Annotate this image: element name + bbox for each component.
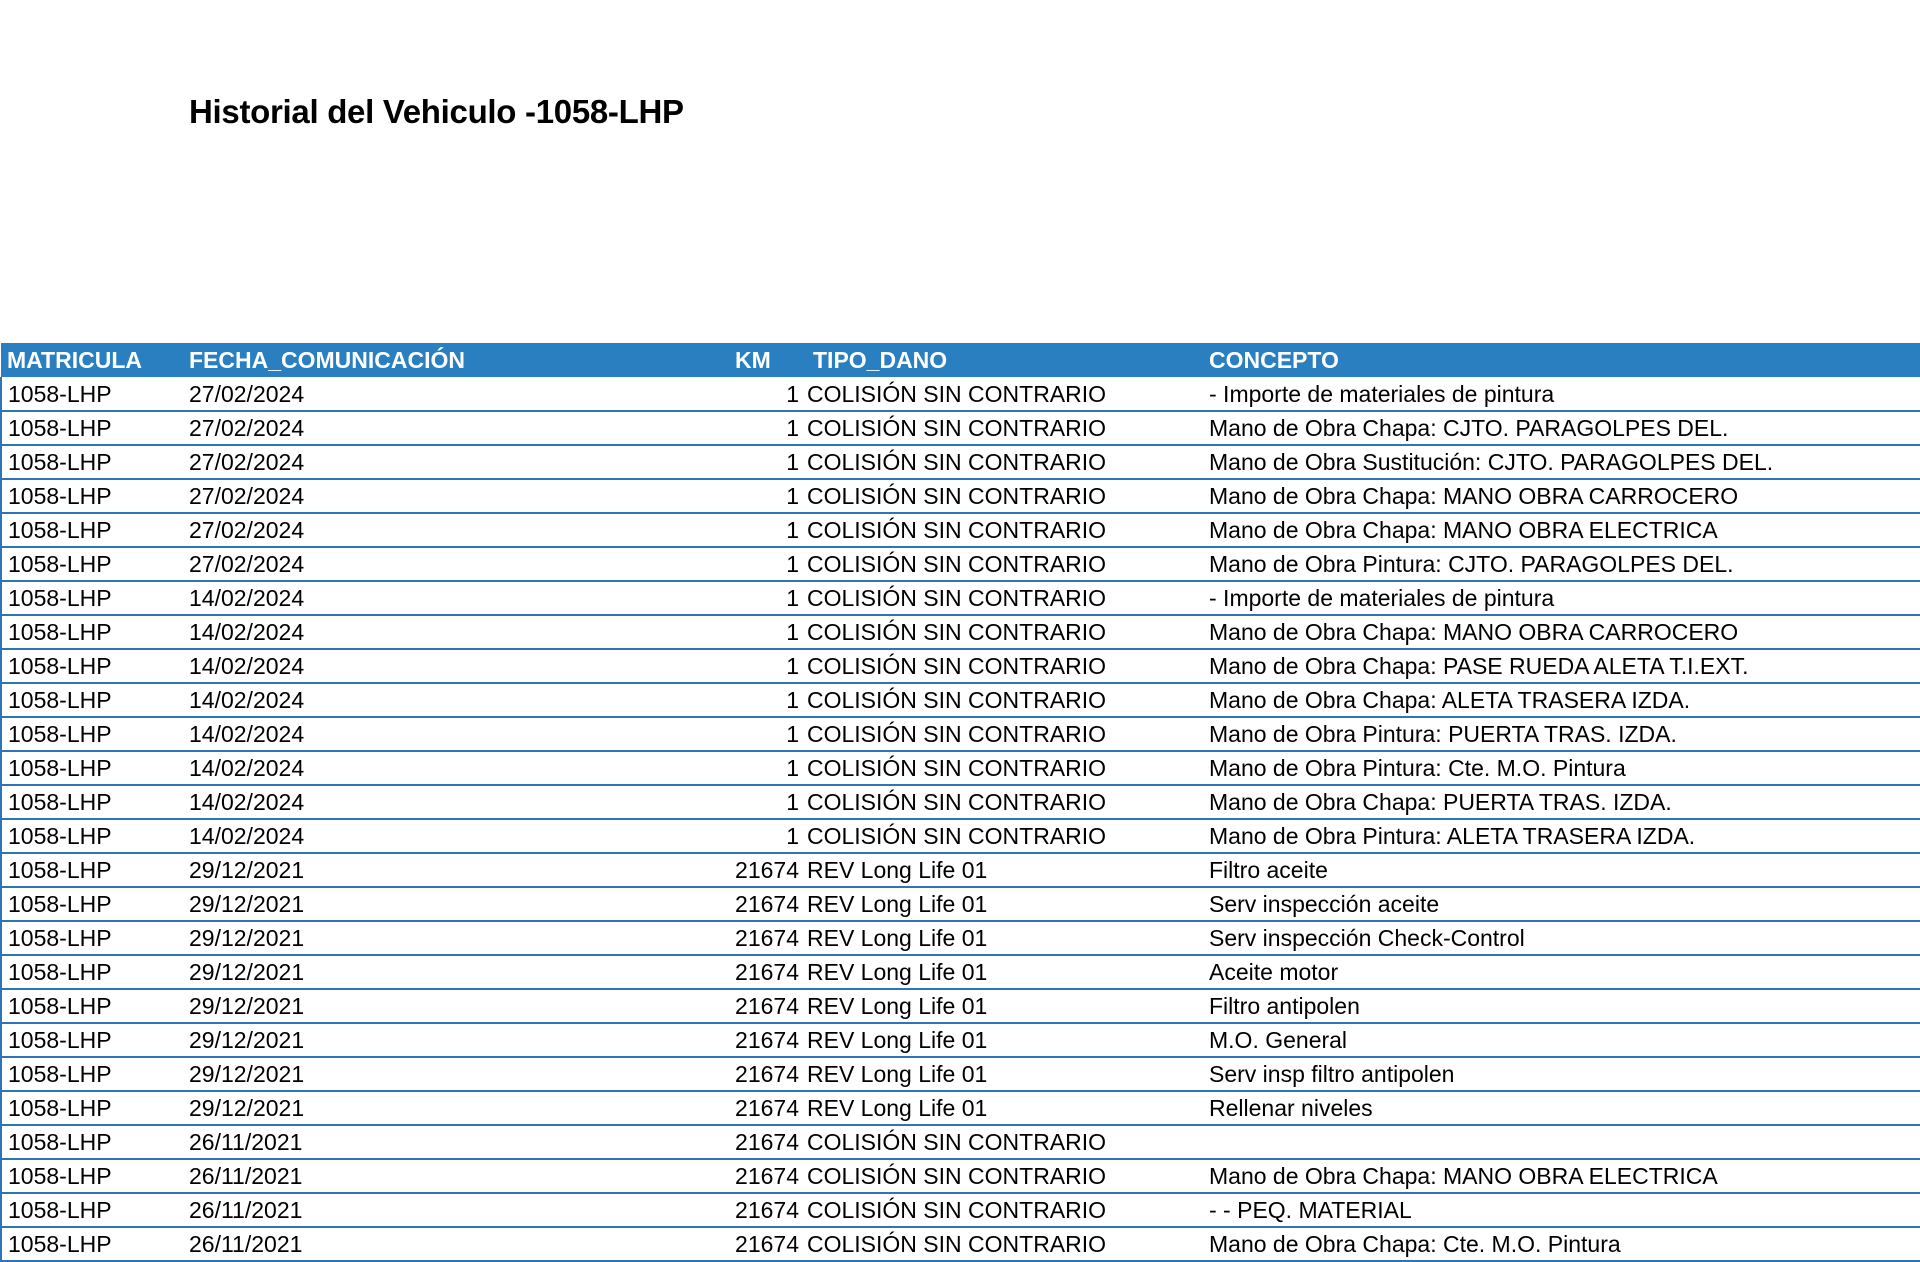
table-row — [1, 819, 1920, 853]
cell-concepto: Aceite motor — [1203, 955, 1920, 989]
table-row — [1, 1057, 1920, 1091]
cell-concepto: Mano de Obra Chapa: MANO OBRA CARROCERO — [1203, 479, 1920, 513]
cell-fecha: 14/02/2024 — [183, 751, 727, 785]
cell-matricula: 1058-LHP — [1, 785, 183, 819]
cell-fecha: 29/12/2021 — [183, 1023, 727, 1057]
cell-tipo-dano: COLISIÓN SIN CONTRARIO — [807, 615, 1203, 649]
cell-fecha: 29/12/2021 — [183, 1091, 727, 1125]
cell-tipo-dano: COLISIÓN SIN CONTRARIO — [807, 547, 1203, 581]
cell-tipo-dano: COLISIÓN SIN CONTRARIO — [807, 1227, 1203, 1261]
cell-fecha: 26/11/2021 — [183, 1125, 727, 1159]
cell-matricula: 1058-LHP — [1, 479, 183, 513]
cell-matricula: 1058-LHP — [1, 649, 183, 683]
table-row — [1, 1091, 1920, 1125]
cell-tipo-dano: COLISIÓN SIN CONTRARIO — [807, 479, 1203, 513]
cell-matricula: 1058-LHP — [1, 615, 183, 649]
cell-fecha: 14/02/2024 — [183, 683, 727, 717]
cell-km: 21674 — [727, 1159, 807, 1193]
cell-fecha: 29/12/2021 — [183, 955, 727, 989]
cell-concepto: Mano de Obra Pintura: ALETA TRASERA IZDA. — [1203, 819, 1920, 853]
cell-concepto: Mano de Obra Chapa: CJTO. PARAGOLPES DEL. — [1203, 411, 1920, 445]
cell-fecha: 14/02/2024 — [183, 819, 727, 853]
cell-matricula: 1058-LHP — [1, 1227, 183, 1261]
cell-fecha: 27/02/2024 — [183, 479, 727, 513]
table-row — [1, 717, 1920, 751]
cell-km: 1 — [727, 649, 807, 683]
table-body — [1, 377, 1920, 1261]
cell-fecha: 14/02/2024 — [183, 581, 727, 615]
table-row — [1, 513, 1920, 547]
cell-concepto: Mano de Obra Sustitución: CJTO. PARAGOLPES DEL. — [1203, 445, 1920, 479]
cell-km: 21674 — [727, 955, 807, 989]
cell-concepto: Mano de Obra Chapa: MANO OBRA CARROCERO — [1203, 615, 1920, 649]
cell-matricula: 1058-LHP — [1, 1193, 183, 1227]
cell-matricula: 1058-LHP — [1, 1125, 183, 1159]
table-row — [1, 377, 1920, 411]
cell-tipo-dano: REV Long Life 01 — [807, 989, 1203, 1023]
cell-km: 21674 — [727, 989, 807, 1023]
table-row — [1, 1227, 1920, 1261]
cell-concepto: Mano de Obra Chapa: MANO OBRA ELECTRICA — [1203, 513, 1920, 547]
cell-matricula: 1058-LHP — [1, 377, 183, 411]
table-row — [1, 887, 1920, 921]
cell-tipo-dano: COLISIÓN SIN CONTRARIO — [807, 683, 1203, 717]
cell-fecha: 26/11/2021 — [183, 1227, 727, 1261]
cell-fecha: 27/02/2024 — [183, 445, 727, 479]
cell-fecha: 29/12/2021 — [183, 887, 727, 921]
cell-concepto: Mano de Obra Pintura: PUERTA TRAS. IZDA. — [1203, 717, 1920, 751]
cell-km: 1 — [727, 581, 807, 615]
table-row — [1, 1193, 1920, 1227]
cell-km: 1 — [727, 819, 807, 853]
cell-matricula: 1058-LHP — [1, 1159, 183, 1193]
cell-matricula: 1058-LHP — [1, 1023, 183, 1057]
cell-concepto: Mano de Obra Chapa: PASE RUEDA ALETA T.I.EXT. — [1203, 649, 1920, 683]
cell-fecha: 27/02/2024 — [183, 547, 727, 581]
cell-fecha: 26/11/2021 — [183, 1159, 727, 1193]
cell-concepto: Mano de Obra Chapa: MANO OBRA ELECTRICA — [1203, 1159, 1920, 1193]
cell-concepto: Serv inspección Check-Control — [1203, 921, 1920, 955]
cell-fecha: 26/11/2021 — [183, 1193, 727, 1227]
cell-concepto: M.O. General — [1203, 1023, 1920, 1057]
cell-tipo-dano: COLISIÓN SIN CONTRARIO — [807, 377, 1203, 411]
cell-km: 21674 — [727, 1193, 807, 1227]
cell-km: 21674 — [727, 1091, 807, 1125]
cell-tipo-dano: COLISIÓN SIN CONTRARIO — [807, 411, 1203, 445]
cell-matricula: 1058-LHP — [1, 411, 183, 445]
page-title: Historial del Vehiculo -1058-LHP — [189, 93, 684, 130]
cell-fecha: 14/02/2024 — [183, 785, 727, 819]
cell-km: 1 — [727, 411, 807, 445]
cell-fecha: 14/02/2024 — [183, 615, 727, 649]
cell-fecha: 27/02/2024 — [183, 377, 727, 411]
cell-km: 21674 — [727, 1057, 807, 1091]
table-row — [1, 445, 1920, 479]
cell-tipo-dano: REV Long Life 01 — [807, 1057, 1203, 1091]
cell-concepto: Mano de Obra Chapa: Cte. M.O. Pintura — [1203, 1227, 1920, 1261]
cell-tipo-dano: COLISIÓN SIN CONTRARIO — [807, 445, 1203, 479]
cell-tipo-dano: REV Long Life 01 — [807, 955, 1203, 989]
cell-concepto: Mano de Obra Pintura: CJTO. PARAGOLPES DEL. — [1203, 547, 1920, 581]
cell-matricula: 1058-LHP — [1, 989, 183, 1023]
table-row — [1, 1023, 1920, 1057]
cell-fecha: 27/02/2024 — [183, 411, 727, 445]
cell-matricula: 1058-LHP — [1, 819, 183, 853]
cell-concepto: Mano de Obra Chapa: ALETA TRASERA IZDA. — [1203, 683, 1920, 717]
cell-matricula: 1058-LHP — [1, 513, 183, 547]
cell-km: 1 — [727, 717, 807, 751]
table-row — [1, 989, 1920, 1023]
cell-matricula: 1058-LHP — [1, 683, 183, 717]
cell-tipo-dano: REV Long Life 01 — [807, 1023, 1203, 1057]
cell-tipo-dano: COLISIÓN SIN CONTRARIO — [807, 1159, 1203, 1193]
cell-concepto: - - PEQ. MATERIAL — [1203, 1193, 1920, 1227]
cell-km: 1 — [727, 547, 807, 581]
cell-matricula: 1058-LHP — [1, 955, 183, 989]
cell-km: 21674 — [727, 887, 807, 921]
table-row — [1, 615, 1920, 649]
cell-km: 1 — [727, 513, 807, 547]
table-row — [1, 853, 1920, 887]
cell-concepto: Filtro antipolen — [1203, 989, 1920, 1023]
header-matricula: MATRICULA — [7, 347, 142, 373]
cell-fecha: 29/12/2021 — [183, 989, 727, 1023]
cell-matricula: 1058-LHP — [1, 853, 183, 887]
cell-matricula: 1058-LHP — [1, 1057, 183, 1091]
cell-tipo-dano: COLISIÓN SIN CONTRARIO — [807, 513, 1203, 547]
cell-concepto: Filtro aceite — [1203, 853, 1920, 887]
cell-tipo-dano: REV Long Life 01 — [807, 921, 1203, 955]
header-fecha-comunicacion: FECHA_COMUNICACIÓN — [189, 347, 465, 373]
cell-km: 21674 — [727, 921, 807, 955]
table-row — [1, 547, 1920, 581]
cell-tipo-dano: COLISIÓN SIN CONTRARIO — [807, 1125, 1203, 1159]
cell-fecha: 14/02/2024 — [183, 717, 727, 751]
header-row — [1, 343, 1920, 377]
cell-tipo-dano: COLISIÓN SIN CONTRARIO — [807, 581, 1203, 615]
cell-concepto: Serv insp filtro antipolen — [1203, 1057, 1920, 1091]
cell-fecha: 29/12/2021 — [183, 921, 727, 955]
cell-matricula: 1058-LHP — [1, 1091, 183, 1125]
cell-tipo-dano: COLISIÓN SIN CONTRARIO — [807, 1193, 1203, 1227]
table-row — [1, 1125, 1920, 1159]
table-row — [1, 1159, 1920, 1193]
cell-fecha: 29/12/2021 — [183, 1057, 727, 1091]
cell-km: 21674 — [727, 1227, 807, 1261]
cell-matricula: 1058-LHP — [1, 921, 183, 955]
cell-tipo-dano: COLISIÓN SIN CONTRARIO — [807, 785, 1203, 819]
cell-fecha: 29/12/2021 — [183, 853, 727, 887]
cell-matricula: 1058-LHP — [1, 887, 183, 921]
cell-km: 1 — [727, 615, 807, 649]
cell-tipo-dano: COLISIÓN SIN CONTRARIO — [807, 751, 1203, 785]
cell-km: 21674 — [727, 853, 807, 887]
cell-tipo-dano: REV Long Life 01 — [807, 853, 1203, 887]
header-concepto: CONCEPTO — [1209, 347, 1339, 373]
cell-concepto: Rellenar niveles — [1203, 1091, 1920, 1125]
cell-tipo-dano: REV Long Life 01 — [807, 887, 1203, 921]
table-row — [1, 921, 1920, 955]
table-row — [1, 683, 1920, 717]
cell-matricula: 1058-LHP — [1, 445, 183, 479]
cell-km: 1 — [727, 377, 807, 411]
cell-concepto: Serv inspección aceite — [1203, 887, 1920, 921]
cell-matricula: 1058-LHP — [1, 547, 183, 581]
cell-km: 1 — [727, 445, 807, 479]
cell-fecha: 14/02/2024 — [183, 649, 727, 683]
table-row — [1, 649, 1920, 683]
cell-km: 21674 — [727, 1023, 807, 1057]
cell-concepto — [1203, 1125, 1920, 1159]
header-tipo-dano: TIPO_DANO — [813, 347, 948, 373]
cell-concepto: - Importe de materiales de pintura — [1203, 581, 1920, 615]
cell-tipo-dano: COLISIÓN SIN CONTRARIO — [807, 649, 1203, 683]
cell-tipo-dano: COLISIÓN SIN CONTRARIO — [807, 717, 1203, 751]
table-row — [1, 955, 1920, 989]
header-km: KM — [735, 347, 771, 373]
cell-matricula: 1058-LHP — [1, 717, 183, 751]
table-row — [1, 581, 1920, 615]
cell-concepto: Mano de Obra Pintura: Cte. M.O. Pintura — [1203, 751, 1920, 785]
table-header — [1, 343, 1920, 377]
table-row — [1, 479, 1920, 513]
table-row — [1, 785, 1920, 819]
cell-km: 1 — [727, 751, 807, 785]
cell-matricula: 1058-LHP — [1, 751, 183, 785]
cell-km: 1 — [727, 683, 807, 717]
cell-tipo-dano: REV Long Life 01 — [807, 1091, 1203, 1125]
cell-tipo-dano: COLISIÓN SIN CONTRARIO — [807, 819, 1203, 853]
cell-matricula: 1058-LHP — [1, 581, 183, 615]
cell-km: 1 — [727, 479, 807, 513]
cell-km: 21674 — [727, 1125, 807, 1159]
cell-concepto: - Importe de materiales de pintura — [1203, 377, 1920, 411]
cell-km: 1 — [727, 785, 807, 819]
table-row — [1, 751, 1920, 785]
cell-fecha: 27/02/2024 — [183, 513, 727, 547]
table-row — [1, 411, 1920, 445]
cell-concepto: Mano de Obra Chapa: PUERTA TRAS. IZDA. — [1203, 785, 1920, 819]
vehicle-history-table — [0, 343, 1920, 1262]
